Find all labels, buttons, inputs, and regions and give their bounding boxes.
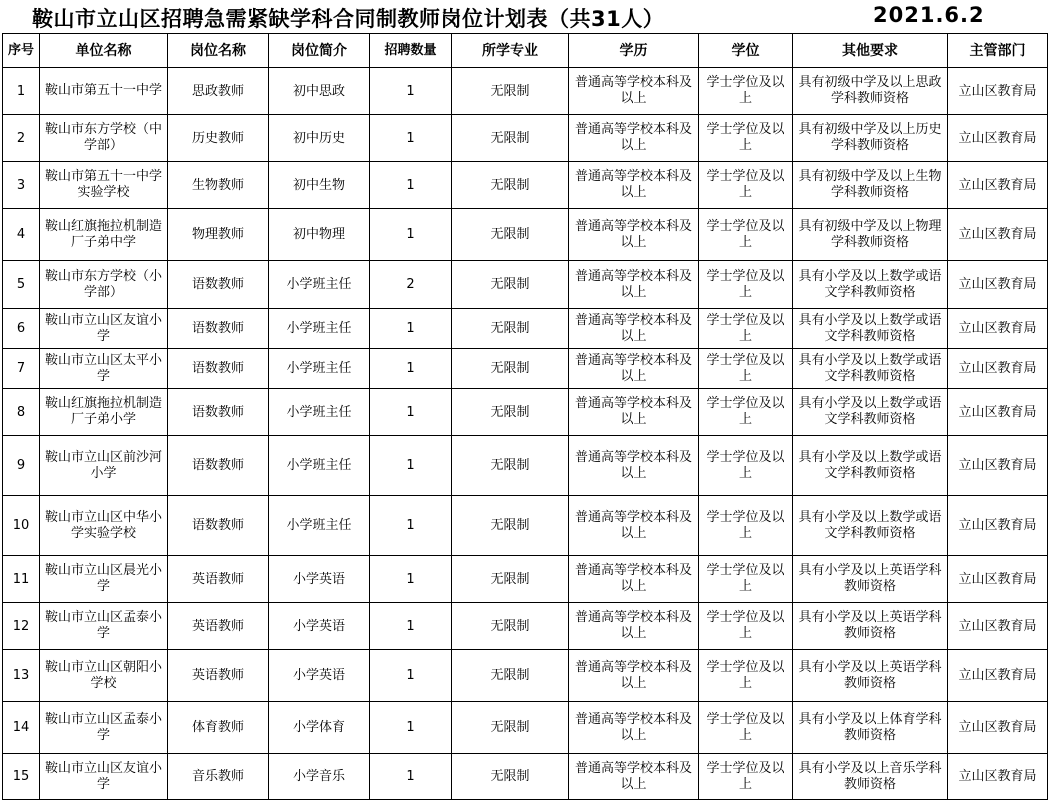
cell-unit: 鞍山市立山区友谊小学 xyxy=(40,309,168,349)
cell-degree: 学士学位及以上 xyxy=(699,754,793,800)
cell-other: 具有小学及以上数学或语文学科教师资格 xyxy=(793,261,948,309)
cell-dept: 立山区教育局 xyxy=(948,496,1048,556)
cell-count: 1 xyxy=(370,436,452,496)
cell-other: 具有初级中学及以上物理学科教师资格 xyxy=(793,209,948,261)
cell-count: 1 xyxy=(370,115,452,162)
table-row xyxy=(3,650,1048,702)
cell-major: 无限制 xyxy=(452,603,569,650)
cell-degree: 学士学位及以上 xyxy=(699,309,793,349)
cell-post: 英语教师 xyxy=(168,556,269,603)
cell-intro: 初中思政 xyxy=(269,68,370,115)
cell-education: 普通高等学校本科及以上 xyxy=(569,309,699,349)
table-row xyxy=(3,261,1048,309)
cell-post: 语数教师 xyxy=(168,349,269,389)
cell-unit: 鞍山红旗拖拉机制造厂子弟小学 xyxy=(40,389,168,436)
cell-no: 1 xyxy=(3,68,40,115)
table-row xyxy=(3,68,1048,115)
cell-no: 3 xyxy=(3,162,40,209)
cell-post: 语数教师 xyxy=(168,496,269,556)
cell-unit: 鞍山市第五十一中学 xyxy=(40,68,168,115)
cell-other: 具有小学及以上英语学科教师资格 xyxy=(793,556,948,603)
cell-intro: 小学班主任 xyxy=(269,349,370,389)
cell-other: 具有小学及以上数学或语文学科教师资格 xyxy=(793,496,948,556)
cell-degree: 学士学位及以上 xyxy=(699,702,793,754)
cell-major: 无限制 xyxy=(452,115,569,162)
cell-unit: 鞍山市第五十一中学实验学校 xyxy=(40,162,168,209)
cell-major: 无限制 xyxy=(452,436,569,496)
header-degree: 学位 xyxy=(699,34,793,68)
cell-intro: 小学英语 xyxy=(269,603,370,650)
cell-post: 英语教师 xyxy=(168,603,269,650)
title-row xyxy=(0,0,1049,33)
cell-post: 体育教师 xyxy=(168,702,269,754)
cell-major: 无限制 xyxy=(452,162,569,209)
cell-education: 普通高等学校本科及以上 xyxy=(569,650,699,702)
cell-post: 语数教师 xyxy=(168,309,269,349)
cell-other: 具有初级中学及以上历史学科教师资格 xyxy=(793,115,948,162)
table-row xyxy=(3,209,1048,261)
cell-degree: 学士学位及以上 xyxy=(699,650,793,702)
cell-unit: 鞍山红旗拖拉机制造厂子弟中学 xyxy=(40,209,168,261)
cell-major: 无限制 xyxy=(452,496,569,556)
cell-unit: 鞍山市立山区朝阳小学校 xyxy=(40,650,168,702)
cell-intro: 初中历史 xyxy=(269,115,370,162)
cell-count: 1 xyxy=(370,162,452,209)
cell-dept: 立山区教育局 xyxy=(948,309,1048,349)
cell-major: 无限制 xyxy=(452,309,569,349)
cell-intro: 小学英语 xyxy=(269,650,370,702)
cell-count: 1 xyxy=(370,603,452,650)
cell-dept: 立山区教育局 xyxy=(948,209,1048,261)
cell-intro: 小学班主任 xyxy=(269,496,370,556)
cell-unit: 鞍山市立山区太平小学 xyxy=(40,349,168,389)
cell-count: 1 xyxy=(370,68,452,115)
cell-count: 1 xyxy=(370,349,452,389)
cell-no: 14 xyxy=(3,702,40,754)
cell-no: 8 xyxy=(3,389,40,436)
cell-major: 无限制 xyxy=(452,754,569,800)
cell-no: 5 xyxy=(3,261,40,309)
cell-education: 普通高等学校本科及以上 xyxy=(569,603,699,650)
cell-other: 具有初级中学及以上生物学科教师资格 xyxy=(793,162,948,209)
cell-post: 英语教师 xyxy=(168,650,269,702)
cell-other: 具有小学及以上体育学科教师资格 xyxy=(793,702,948,754)
cell-dept: 立山区教育局 xyxy=(948,162,1048,209)
cell-degree: 学士学位及以上 xyxy=(699,389,793,436)
cell-major: 无限制 xyxy=(452,650,569,702)
cell-no: 6 xyxy=(3,309,40,349)
cell-intro: 初中生物 xyxy=(269,162,370,209)
cell-education: 普通高等学校本科及以上 xyxy=(569,349,699,389)
cell-major: 无限制 xyxy=(452,209,569,261)
cell-dept: 立山区教育局 xyxy=(948,556,1048,603)
cell-degree: 学士学位及以上 xyxy=(699,496,793,556)
cell-no: 10 xyxy=(3,496,40,556)
cell-education: 普通高等学校本科及以上 xyxy=(569,115,699,162)
cell-no: 11 xyxy=(3,556,40,603)
cell-intro: 小学音乐 xyxy=(269,754,370,800)
cell-unit: 鞍山市立山区晨光小学 xyxy=(40,556,168,603)
cell-intro: 小学班主任 xyxy=(269,436,370,496)
cell-intro: 小学英语 xyxy=(269,556,370,603)
cell-post: 音乐教师 xyxy=(168,754,269,800)
cell-count: 1 xyxy=(370,309,452,349)
cell-other: 具有小学及以上数学或语文学科教师资格 xyxy=(793,309,948,349)
cell-unit: 鞍山市东方学校（小学部） xyxy=(40,261,168,309)
cell-degree: 学士学位及以上 xyxy=(699,556,793,603)
cell-post: 语数教师 xyxy=(168,261,269,309)
cell-dept: 立山区教育局 xyxy=(948,436,1048,496)
cell-no: 9 xyxy=(3,436,40,496)
table-row xyxy=(3,115,1048,162)
cell-post: 历史教师 xyxy=(168,115,269,162)
cell-dept: 立山区教育局 xyxy=(948,261,1048,309)
cell-other: 具有小学及以上英语学科教师资格 xyxy=(793,603,948,650)
cell-count: 1 xyxy=(370,702,452,754)
cell-count: 1 xyxy=(370,389,452,436)
header-dept: 主管部门 xyxy=(948,34,1048,68)
cell-unit: 鞍山市立山区中华小学实验学校 xyxy=(40,496,168,556)
cell-dept: 立山区教育局 xyxy=(948,389,1048,436)
cell-other: 具有小学及以上英语学科教师资格 xyxy=(793,650,948,702)
header-intro: 岗位简介 xyxy=(269,34,370,68)
cell-dept: 立山区教育局 xyxy=(948,68,1048,115)
cell-degree: 学士学位及以上 xyxy=(699,162,793,209)
cell-post: 物理教师 xyxy=(168,209,269,261)
cell-major: 无限制 xyxy=(452,68,569,115)
cell-education: 普通高等学校本科及以上 xyxy=(569,209,699,261)
cell-education: 普通高等学校本科及以上 xyxy=(569,754,699,800)
cell-no: 13 xyxy=(3,650,40,702)
header-education: 学历 xyxy=(569,34,699,68)
cell-no: 4 xyxy=(3,209,40,261)
cell-post: 生物教师 xyxy=(168,162,269,209)
cell-other: 具有小学及以上音乐学科教师资格 xyxy=(793,754,948,800)
header-other: 其他要求 xyxy=(793,34,948,68)
cell-count: 1 xyxy=(370,209,452,261)
cell-major: 无限制 xyxy=(452,702,569,754)
table-row xyxy=(3,702,1048,754)
table-body xyxy=(3,68,1048,800)
cell-major: 无限制 xyxy=(452,556,569,603)
cell-count: 1 xyxy=(370,754,452,800)
cell-intro: 小学班主任 xyxy=(269,261,370,309)
cell-no: 15 xyxy=(3,754,40,800)
table-row xyxy=(3,603,1048,650)
table-row xyxy=(3,436,1048,496)
cell-major: 无限制 xyxy=(452,389,569,436)
table-row xyxy=(3,754,1048,800)
cell-degree: 学士学位及以上 xyxy=(699,603,793,650)
cell-education: 普通高等学校本科及以上 xyxy=(569,389,699,436)
cell-degree: 学士学位及以上 xyxy=(699,436,793,496)
cell-count: 1 xyxy=(370,556,452,603)
table-row xyxy=(3,349,1048,389)
cell-unit: 鞍山市立山区孟泰小学 xyxy=(40,702,168,754)
header-count: 招聘数量 xyxy=(370,34,452,68)
cell-degree: 学士学位及以上 xyxy=(699,349,793,389)
cell-education: 普通高等学校本科及以上 xyxy=(569,702,699,754)
cell-intro: 初中物理 xyxy=(269,209,370,261)
cell-dept: 立山区教育局 xyxy=(948,754,1048,800)
cell-other: 具有小学及以上数学或语文学科教师资格 xyxy=(793,436,948,496)
cell-education: 普通高等学校本科及以上 xyxy=(569,68,699,115)
cell-intro: 小学班主任 xyxy=(269,309,370,349)
cell-education: 普通高等学校本科及以上 xyxy=(569,261,699,309)
cell-dept: 立山区教育局 xyxy=(948,115,1048,162)
header-no: 序号 xyxy=(3,34,40,68)
cell-major: 无限制 xyxy=(452,349,569,389)
table-header-row xyxy=(3,34,1048,68)
cell-unit: 鞍山市立山区友谊小学 xyxy=(40,754,168,800)
cell-degree: 学士学位及以上 xyxy=(699,261,793,309)
header-major: 所学专业 xyxy=(452,34,569,68)
table-row xyxy=(3,556,1048,603)
cell-dept: 立山区教育局 xyxy=(948,349,1048,389)
cell-count: 1 xyxy=(370,496,452,556)
cell-education: 普通高等学校本科及以上 xyxy=(569,436,699,496)
cell-education: 普通高等学校本科及以上 xyxy=(569,162,699,209)
positions-table xyxy=(2,33,1048,800)
cell-other: 具有小学及以上数学或语文学科教师资格 xyxy=(793,349,948,389)
cell-education: 普通高等学校本科及以上 xyxy=(569,556,699,603)
header-unit: 单位名称 xyxy=(40,34,168,68)
cell-unit: 鞍山市东方学校（中学部） xyxy=(40,115,168,162)
cell-degree: 学士学位及以上 xyxy=(699,68,793,115)
cell-no: 7 xyxy=(3,349,40,389)
publish-date: 2021.6.2 xyxy=(873,3,985,27)
cell-dept: 立山区教育局 xyxy=(948,702,1048,754)
cell-intro: 小学体育 xyxy=(269,702,370,754)
page-title: 鞍山市立山区招聘急需紧缺学科合同制教师岗位计划表（共31人） xyxy=(32,7,665,31)
cell-count: 2 xyxy=(370,261,452,309)
table-row xyxy=(3,162,1048,209)
cell-major: 无限制 xyxy=(452,261,569,309)
cell-other: 具有小学及以上数学或语文学科教师资格 xyxy=(793,389,948,436)
table-row xyxy=(3,389,1048,436)
table-row xyxy=(3,496,1048,556)
cell-unit: 鞍山市立山区孟泰小学 xyxy=(40,603,168,650)
cell-degree: 学士学位及以上 xyxy=(699,115,793,162)
cell-count: 1 xyxy=(370,650,452,702)
cell-degree: 学士学位及以上 xyxy=(699,209,793,261)
cell-post: 语数教师 xyxy=(168,436,269,496)
cell-intro: 小学班主任 xyxy=(269,389,370,436)
table-row xyxy=(3,309,1048,349)
cell-other: 具有初级中学及以上思政学科教师资格 xyxy=(793,68,948,115)
header-post: 岗位名称 xyxy=(168,34,269,68)
cell-dept: 立山区教育局 xyxy=(948,603,1048,650)
cell-dept: 立山区教育局 xyxy=(948,650,1048,702)
cell-post: 语数教师 xyxy=(168,389,269,436)
cell-unit: 鞍山市立山区前沙河小学 xyxy=(40,436,168,496)
cell-no: 12 xyxy=(3,603,40,650)
cell-post: 思政教师 xyxy=(168,68,269,115)
cell-no: 2 xyxy=(3,115,40,162)
cell-education: 普通高等学校本科及以上 xyxy=(569,496,699,556)
